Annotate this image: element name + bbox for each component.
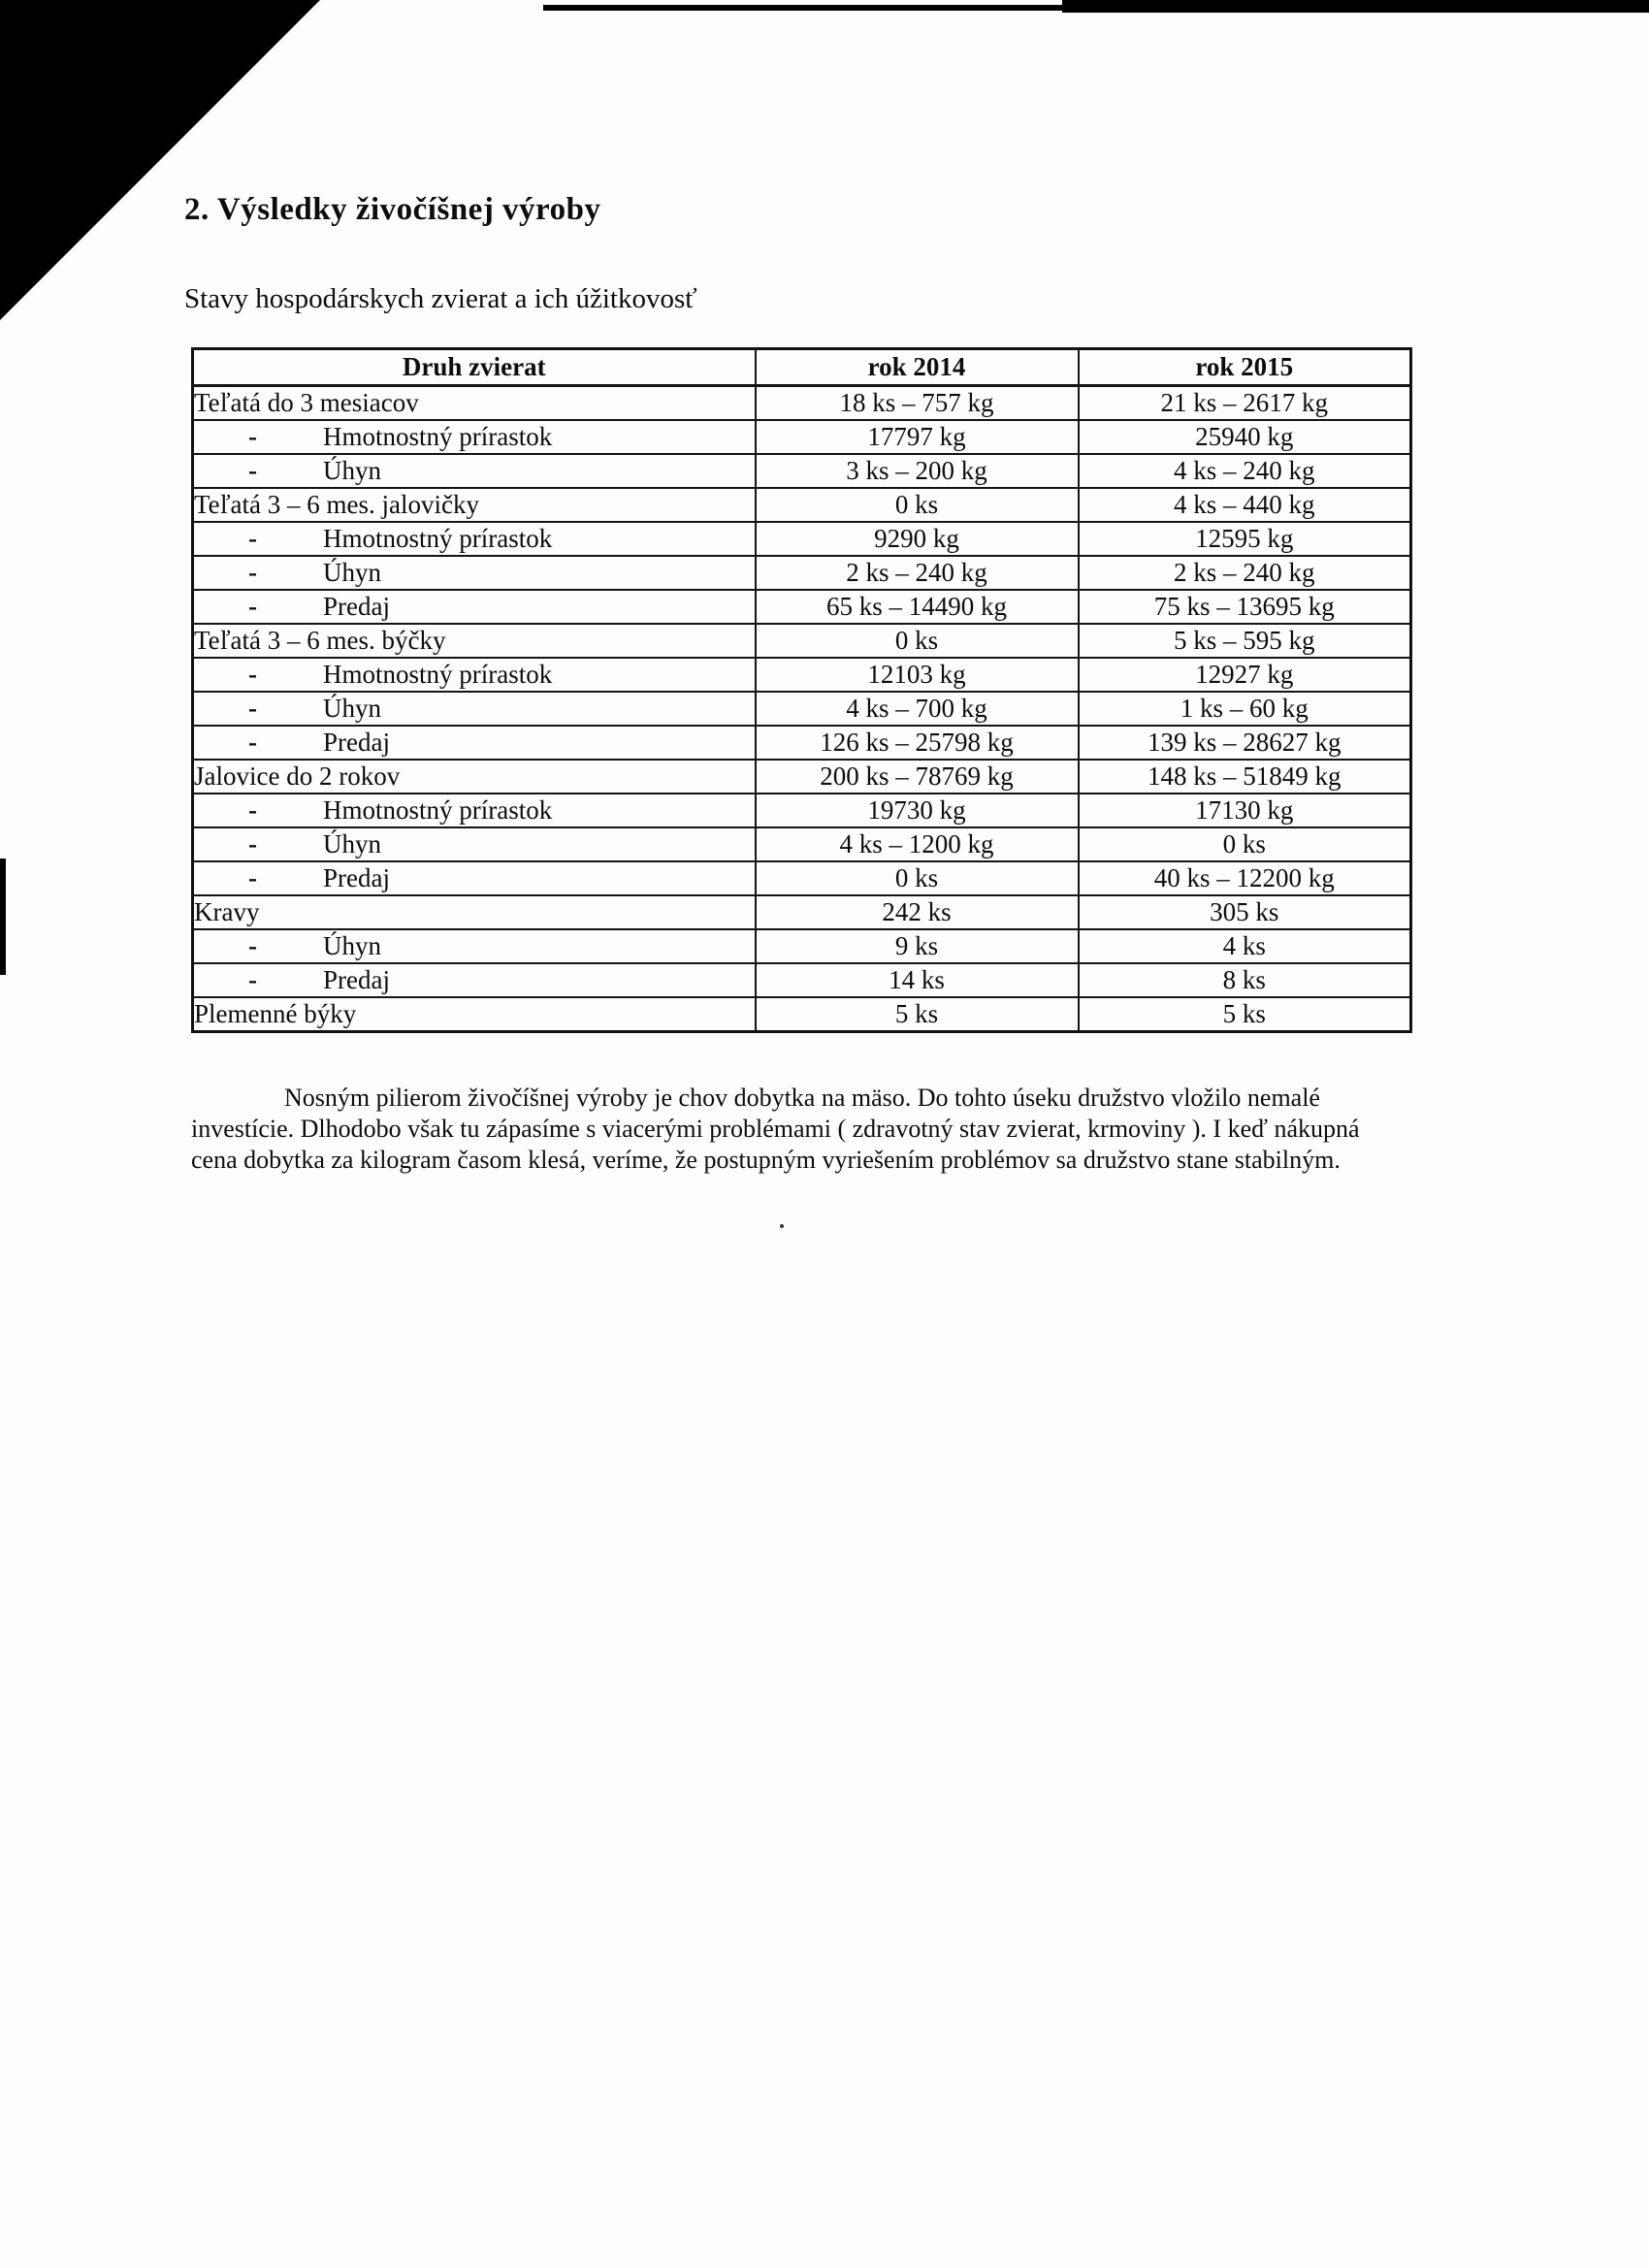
sub-row-dash: - (248, 795, 257, 825)
animal-category-label: Hmotnostný prírastok (323, 660, 553, 689)
value-2015-cell: 17130 kg (1079, 794, 1411, 827)
value-2015-cell: 12927 kg (1079, 658, 1411, 692)
table-row (193, 861, 1411, 895)
animal-category-label: Plemenné býky (194, 999, 357, 1028)
value-2014-cell: 0 ks (756, 861, 1079, 895)
value-2014-cell: 9290 kg (756, 522, 1079, 556)
sub-row-dash: - (248, 965, 257, 994)
value-2015-cell: 148 ks – 51849 kg (1079, 760, 1411, 794)
table-row (193, 488, 1411, 522)
animal-category-label: Teľatá 3 – 6 mes. býčky (194, 626, 446, 655)
animal-category-cell (193, 590, 756, 624)
animal-category-label: Hmotnostný prírastok (323, 524, 553, 553)
value-2014-cell: 19730 kg (756, 794, 1079, 827)
animal-category-cell (193, 454, 756, 488)
animal-category-cell (193, 556, 756, 590)
value-2014-cell: 12103 kg (756, 658, 1079, 692)
sub-row-dash: - (248, 694, 257, 723)
animal-category-cell (193, 692, 756, 726)
table-subtitle: Stavy hospodárskych zvierat a ich úžitkovosť (184, 283, 697, 314)
value-2014-cell: 18 ks – 757 kg (756, 386, 1079, 421)
animal-category-cell (193, 420, 756, 454)
value-2015-cell: 75 ks – 13695 kg (1079, 590, 1411, 624)
value-2015-cell: 25940 kg (1079, 420, 1411, 454)
value-2014-cell: 242 ks (756, 895, 1079, 929)
sub-row-dash: - (248, 863, 257, 892)
animal-category-cell (193, 929, 756, 963)
animal-category-label: Teľatá 3 – 6 mes. jalovičky (194, 490, 479, 519)
table-body (193, 386, 1411, 1032)
sub-row-dash: - (248, 931, 257, 960)
animal-category-label: Predaj (323, 863, 390, 892)
value-2014-cell: 0 ks (756, 624, 1079, 658)
animal-category-cell (193, 963, 756, 997)
table-row (193, 692, 1411, 726)
animal-category-cell (193, 522, 756, 556)
animal-category-cell (193, 658, 756, 692)
scan-artifact-stray-dot (780, 1224, 784, 1228)
table-header-row (193, 349, 1411, 386)
value-2015-cell: 40 ks – 12200 kg (1079, 861, 1411, 895)
animal-category-label: Úhyn (323, 694, 381, 723)
value-2014-cell: 65 ks – 14490 kg (756, 590, 1079, 624)
table-row (193, 454, 1411, 488)
table-row (193, 929, 1411, 963)
value-2015-cell: 4 ks – 440 kg (1079, 488, 1411, 522)
sub-row-dash: - (248, 558, 257, 587)
table-row (193, 590, 1411, 624)
animal-category-cell (193, 760, 756, 794)
value-2015-cell: 1 ks – 60 kg (1079, 692, 1411, 726)
table-row (193, 895, 1411, 929)
value-2015-cell: 139 ks – 28627 kg (1079, 726, 1411, 760)
value-2015-cell: 4 ks (1079, 929, 1411, 963)
animal-category-label: Jalovice do 2 rokov (194, 761, 401, 791)
animal-category-cell (193, 488, 756, 522)
animal-category-label: Kravy (194, 897, 260, 926)
animal-category-label: Úhyn (323, 829, 381, 859)
sub-row-dash: - (248, 728, 257, 757)
column-header-animal-type: Druh zvierat (193, 349, 756, 386)
animal-category-label: Úhyn (323, 456, 381, 485)
table-row (193, 827, 1411, 861)
animal-category-label: Predaj (323, 592, 390, 621)
scan-artifact-top-line-thin (543, 5, 1067, 11)
animal-category-label: Úhyn (323, 558, 381, 587)
animal-category-cell (193, 827, 756, 861)
animal-category-label: Predaj (323, 728, 390, 757)
value-2014-cell: 200 ks – 78769 kg (756, 760, 1079, 794)
table-row (193, 963, 1411, 997)
table-row (193, 726, 1411, 760)
table-row (193, 760, 1411, 794)
value-2014-cell: 17797 kg (756, 420, 1079, 454)
animal-category-label: Úhyn (323, 931, 381, 960)
animal-category-label: Teľatá do 3 mesiacov (194, 388, 419, 417)
animal-category-cell (193, 895, 756, 929)
animal-category-cell (193, 726, 756, 760)
value-2015-cell: 21 ks – 2617 kg (1079, 386, 1411, 421)
value-2014-cell: 4 ks – 1200 kg (756, 827, 1079, 861)
scan-artifact-top-line-thick (1062, 0, 1649, 13)
sub-row-dash: - (248, 592, 257, 621)
animal-category-label: Hmotnostný prírastok (323, 422, 553, 451)
sub-row-dash: - (248, 660, 257, 689)
table-row (193, 420, 1411, 454)
value-2015-cell: 2 ks – 240 kg (1079, 556, 1411, 590)
animal-category-cell (193, 794, 756, 827)
table-row (193, 794, 1411, 827)
animal-category-cell (193, 386, 756, 421)
table-row (193, 658, 1411, 692)
body-paragraph: Nosným pilierom živočíšnej výroby je chov dobytka na mäso. Do tohto úseku družstvo vložilo nemalé investície. Dlhodobo však tu zápasíme s viacerými problémami ( zdravotný stav zvierat, krmoviny ). I keď nákupná cena dobytka za kilogram časom klesá, veríme, že postupným vyriešením problémov sa družstvo stane stabilným. (191, 1084, 1360, 1174)
table-row (193, 624, 1411, 658)
column-header-year-2015: rok 2015 (1079, 349, 1411, 386)
sub-row-dash: - (248, 422, 257, 451)
value-2014-cell: 2 ks – 240 kg (756, 556, 1079, 590)
table-row (193, 556, 1411, 590)
value-2015-cell: 12595 kg (1079, 522, 1411, 556)
section-title: 2. Výsledky živočíšnej výroby (184, 192, 601, 227)
animal-category-label: Hmotnostný prírastok (323, 795, 553, 825)
value-2014-cell: 9 ks (756, 929, 1079, 963)
column-header-year-2014: rok 2014 (756, 349, 1079, 386)
animal-category-cell (193, 861, 756, 895)
value-2014-cell: 0 ks (756, 488, 1079, 522)
scan-artifact-corner-fold (0, 0, 320, 320)
value-2015-cell: 0 ks (1079, 827, 1411, 861)
animal-category-label: Predaj (323, 965, 390, 994)
value-2014-cell: 4 ks – 700 kg (756, 692, 1079, 726)
table-row (193, 997, 1411, 1032)
value-2014-cell: 14 ks (756, 963, 1079, 997)
value-2015-cell: 5 ks (1079, 997, 1411, 1032)
sub-row-dash: - (248, 456, 257, 485)
table-row (193, 522, 1411, 556)
value-2015-cell: 8 ks (1079, 963, 1411, 997)
value-2015-cell: 305 ks (1079, 895, 1411, 929)
value-2014-cell: 5 ks (756, 997, 1079, 1032)
sub-row-dash: - (248, 524, 257, 553)
livestock-table (191, 347, 1412, 1033)
table-row (193, 386, 1411, 421)
sub-row-dash: - (248, 829, 257, 859)
value-2014-cell: 126 ks – 25798 kg (756, 726, 1079, 760)
value-2015-cell: 4 ks – 240 kg (1079, 454, 1411, 488)
scan-artifact-left-edge-mark (0, 859, 6, 975)
animal-category-cell (193, 997, 756, 1032)
value-2014-cell: 3 ks – 200 kg (756, 454, 1079, 488)
animal-category-cell (193, 624, 756, 658)
value-2015-cell: 5 ks – 595 kg (1079, 624, 1411, 658)
